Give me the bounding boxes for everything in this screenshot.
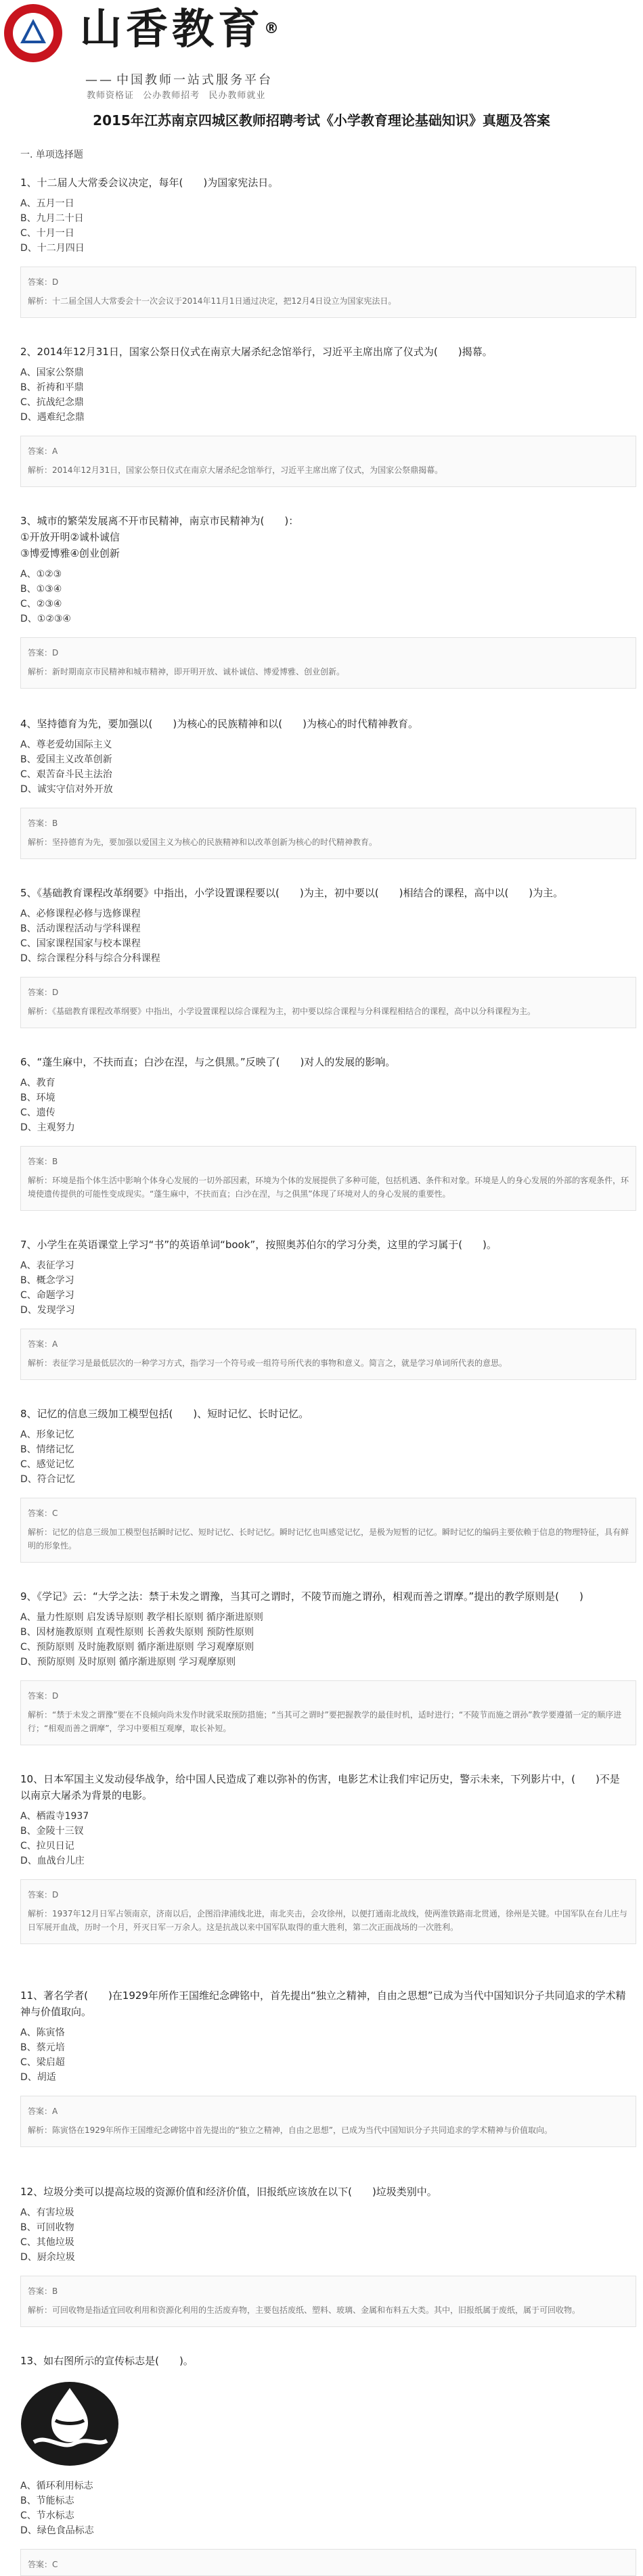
option-c: C、梁启超: [20, 2057, 65, 2068]
option-c: C、拉贝日记: [20, 1841, 74, 1852]
option-c: C、艰苦奋斗民主法治: [20, 769, 112, 780]
option-b: B、因材施教原则 直观性原则 长善救失原则 预防性原则: [20, 1627, 254, 1638]
option-d: D、预防原则 及时原则 循序渐进原则 学习观摩原则: [20, 1657, 236, 1668]
answer-box: [20, 2276, 636, 2327]
option-a: A、有害垃圾: [20, 2207, 74, 2218]
question-stem: 10、日本军国主义发动侵华战争，给中国人民造成了难以弥补的伤害，电影艺术让我们牢记历史，警示未来，下列影片中，( )不是以南京大屠杀为背景的电影。: [20, 1773, 620, 1801]
option-c: C、国家课程国家与校本课程: [20, 938, 141, 949]
answer-box: [20, 977, 636, 1028]
answer: 答案：B: [28, 2286, 58, 2296]
option-b: B、祈祷和平鼎: [20, 382, 84, 393]
option-d: D、厨余垃圾: [20, 2252, 75, 2263]
answer: 答案：D: [28, 1890, 59, 1900]
option-a: A、循环利用标志: [20, 2481, 93, 2491]
question-stem-line-2: ①开放开明②诚朴诚信: [20, 531, 120, 543]
option-a: A、五月一日: [20, 198, 74, 209]
analysis: 解析：陈寅恪在1929年所作王国维纪念碑铭中首先提出的“独立之精神，自由之思想”，已成为当代中国知识分子共同追求的学术精神与价值取向。: [28, 2125, 552, 2135]
option-d: D、十二月四日: [20, 243, 85, 254]
answer-box: [20, 267, 636, 318]
option-c: C、十月一日: [20, 228, 74, 239]
answer-box: [20, 1146, 636, 1211]
analysis: 解析：“禁于未发之谓豫”要在不良倾向尚未发作时就采取预防措施；“当其可之谓时”要把握教学的最佳时机，适时进行；“不陵节而施之谓孙”教学要遵循一定的顺序进行；“相观而善之谓摩”，学习中要相互观摩，取长补短。: [28, 1710, 622, 1733]
analysis: 解析：新时期南京市民精神和城市精神，即开明开放、诚朴诚信、博爱博雅、创业创新。: [28, 667, 345, 676]
answer-box: [20, 436, 636, 487]
analysis: 解析：2014年12月31日，国家公祭日仪式在南京大屠杀纪念馆举行，习近平主席出席了仪式，为国家公祭鼎揭幕。: [28, 465, 443, 475]
option-a: A、量力性原则 启发诱导原则 教学相长原则 循序渐进原则: [20, 1612, 263, 1623]
option-b: B、蔡元培: [20, 2042, 65, 2053]
option-a: A、教育: [20, 1078, 56, 1088]
option-b: B、节能标志: [20, 2496, 74, 2506]
document-title: 2015年江苏南京四城区教师招聘考试《小学教育理论基础知识》真题及答案: [93, 112, 550, 129]
option-d: D、遇难纪念鼎: [20, 412, 85, 423]
option-c: C、命题学习: [20, 1290, 74, 1301]
option-a: A、形象记忆: [20, 1429, 74, 1440]
question-10: [20, 1771, 629, 1944]
option-c: C、感觉记忆: [20, 1459, 74, 1470]
answer-box: [20, 1680, 636, 1745]
option-b: B、概念学习: [20, 1275, 74, 1286]
option-d: D、绿色食品标志: [20, 2525, 94, 2536]
answer: 答案：B: [28, 1157, 58, 1166]
option-a: A、陈寅恪: [20, 2027, 65, 2038]
option-a: A、国家公祭鼎: [20, 367, 84, 378]
option-d: D、胡适: [20, 2072, 56, 2083]
answer: 答案：C: [28, 2560, 58, 2569]
question-stem: 9、《学记》云：“大学之法：禁于未发之谓豫，当其可之谓时，不陵节而施之谓孙，相观而善之谓摩。”提出的教学原则是( ): [20, 1590, 583, 1603]
option-c: C、②③④: [20, 599, 62, 610]
answer: 答案：D: [28, 277, 59, 287]
option-d: D、诚实守信对外开放: [20, 784, 113, 795]
option-b: B、①③④: [20, 584, 62, 595]
option-b: B、爱国主义改革创新: [20, 754, 112, 765]
question-5: [20, 885, 629, 1028]
option-d: D、主观努力: [20, 1122, 75, 1133]
question-stem-line-3: ③博爱博雅④创业创新: [20, 547, 120, 559]
question-stem: 13、如右图所示的宣传标志是( )。: [20, 2355, 194, 2367]
answer: 答案：D: [28, 1691, 59, 1701]
sublink-private-job[interactable]: 民办教师就业: [208, 91, 266, 101]
question-stem: 2、2014年12月31日，国家公祭日仪式在南京大屠杀纪念馆举行，习近平主席出席了仪式为( )揭幕。: [20, 346, 493, 358]
section-title: 一. 单项选择题: [20, 150, 83, 160]
question-stem: 6、“蓬生麻中，不扶而直；白沙在涅，与之俱黑。”反映了( )对人的发展的影响。: [20, 1056, 396, 1068]
option-b: B、情绪记忆: [20, 1444, 74, 1455]
question-1: [20, 175, 629, 318]
question-12: [20, 2184, 629, 2327]
question-stem: 7、小学生在英语课堂上学习“书”的英语单词“book”，按照奥苏伯尔的学习分类，这里的学习属于( )。: [20, 1239, 497, 1251]
question-11: [20, 1987, 629, 2147]
question-stem: 12、垃圾分类可以提高垃圾的资源价值和经济价值，旧报纸应该放在以下( )垃圾类别中。: [20, 2186, 437, 2198]
question-6: [20, 1054, 629, 1211]
option-b: B、金陵十三钗: [20, 1826, 84, 1837]
analysis: 解析：《基础教育课程改革纲要》中指出，小学设置课程以综合课程为主，初中要以综合课程与分科课程相结合的课程，高中以分科课程为主。: [28, 1007, 536, 1016]
answer-box: [20, 808, 636, 859]
question-3: [20, 513, 629, 689]
analysis: 解析：表征学习是最低层次的一种学习方式，指学习一个符号或一组符号所代表的事物和意义。简言之，就是学习单词所代表的意思。: [28, 1358, 508, 1368]
question-13: [20, 2353, 629, 2576]
answer-box: [20, 2096, 636, 2147]
analysis: 解析：可回收物是指适宜回收利用和资源化利用的生活废弃物，主要包括废纸、塑料、玻璃、金属和布料五大类。其中，旧报纸属于废纸，属于可回收物。: [28, 2305, 581, 2315]
question-9: [20, 1588, 629, 1745]
logo-emblem-icon: [4, 4, 62, 62]
option-a: A、①②③: [20, 569, 62, 580]
option-c: C、其他垃圾: [20, 2237, 74, 2248]
option-b: B、可回收物: [20, 2222, 74, 2233]
brand-name: 山香教育®: [80, 4, 280, 53]
answer: 答案：A: [28, 2107, 58, 2116]
sublink-public-exam[interactable]: 公办教师招考: [143, 91, 200, 101]
water-saving-emblem-icon: [20, 2380, 119, 2468]
option-a: A、尊老爱幼国际主义: [20, 739, 112, 750]
question-4: [20, 716, 629, 859]
answer: 答案：C: [28, 1509, 58, 1518]
question-stem: 3、城市的繁荣发展离不开市民精神，南京市民精神为( )：: [20, 515, 299, 527]
answer: 答案：B: [28, 819, 58, 828]
answer-box: [20, 1879, 636, 1944]
option-b: B、环境: [20, 1092, 56, 1103]
option-d: D、血战台儿庄: [20, 1856, 85, 1866]
brand-tagline: —— 中国教师一站式服务平台: [85, 70, 273, 88]
answer-box: [20, 1498, 636, 1563]
option-a: A、栖霞寺1937: [20, 1811, 89, 1822]
answer: 答案：A: [28, 1339, 58, 1349]
option-c: C、遗传: [20, 1107, 56, 1118]
option-d: D、①②③④: [20, 614, 71, 624]
question-7: [20, 1237, 629, 1380]
answer-box: [20, 637, 636, 689]
analysis: 解析：环境是指个体生活中影响个体身心发展的一切外部因素，环境为个体的发展提供了多种可能，包括机遇、条件和对象。环境是人的身心发展的外部的客观条件，环境使遗传提供的可能性变成现实。“蓬生麻中，不扶而直；白沙在涅，与之俱黑”体现了环境对人的身心发展的重要性。: [28, 1176, 629, 1199]
option-a: A、表征学习: [20, 1260, 74, 1271]
brand-sublinks: [87, 88, 271, 101]
analysis: 解析：十二届全国人大常委会十一次会议于2014年11月1日通过决定，把12月4日设立为国家宪法日。: [28, 296, 397, 306]
page-header: [0, 0, 643, 65]
question-8: [20, 1406, 629, 1563]
answer: 答案：D: [28, 648, 59, 658]
option-b: B、活动课程活动与学科课程: [20, 923, 141, 934]
question-stem: 1、十二届人大常委会议决定，每年( )为国家宪法日。: [20, 177, 279, 189]
answer: 答案：D: [28, 988, 59, 997]
option-a: A、必修课程必修与选修课程: [20, 908, 141, 919]
analysis: 解析：坚持德育为先，要加强以爱国主义为核心的民族精神和以改革创新为核心的时代精神教育。: [28, 837, 378, 847]
option-d: D、综合课程分科与综合分科课程: [20, 953, 160, 964]
question-2: [20, 344, 629, 487]
answer-box: [20, 1329, 636, 1380]
question-stem: 4、坚持德育为先，要加强以( )为核心的民族精神和以( )为核心的时代精神教育。: [20, 718, 418, 730]
question-stem: 11、著名学者( )在1929年所作王国维纪念碑铭中，首先提出“独立之精神，自由之思想”已成为当代中国知识分子共同追求的学术精神与价值取向。: [20, 1990, 626, 2018]
option-b: B、九月二十日: [20, 213, 84, 224]
analysis: 解析：记忆的信息三级加工模型包括瞬时记忆、短时记忆、长时记忆。瞬时记忆也叫感觉记忆，是极为短暂的记忆。瞬时记忆的编码主要依赖于信息的物理特征，具有鲜明的形象性。: [28, 1527, 629, 1550]
shanxiang-logo[interactable]: [4, 4, 62, 62]
answer: 答案：A: [28, 446, 58, 456]
option-c: C、节水标志: [20, 2510, 74, 2521]
option-d: D、发现学习: [20, 1305, 75, 1316]
option-c: C、抗战纪念鼎: [20, 397, 84, 408]
sublink-teacher-cert[interactable]: 教师资格证: [87, 91, 135, 101]
option-d: D、符合记忆: [20, 1474, 75, 1485]
option-c: C、预防原则 及时施教原则 循序渐进原则 学习观摩原则: [20, 1642, 254, 1653]
question-stem: 5、《基础教育课程改革纲要》中指出，小学设置课程要以( )为主，初中要以( )相结合的课程，高中以( )为主。: [20, 887, 564, 899]
answer-box: [20, 2549, 636, 2576]
question-stem: 8、记忆的信息三级加工模型包括( )、短时记忆、长时记忆。: [20, 1408, 309, 1420]
analysis: 解析：1937年12月日军占领南京，济南以后，企图沿津浦线北进，南北夹击，会攻徐州，以便打通南北战线，使两淮铁路南北贯通，徐州是关键。中国军队在台儿庄与日军展开血战，历时一个月，歼灭日军一万余人。这是抗战以来中国军队取得的重大胜利，第二次正面战场的一次胜利。: [28, 1909, 627, 1932]
